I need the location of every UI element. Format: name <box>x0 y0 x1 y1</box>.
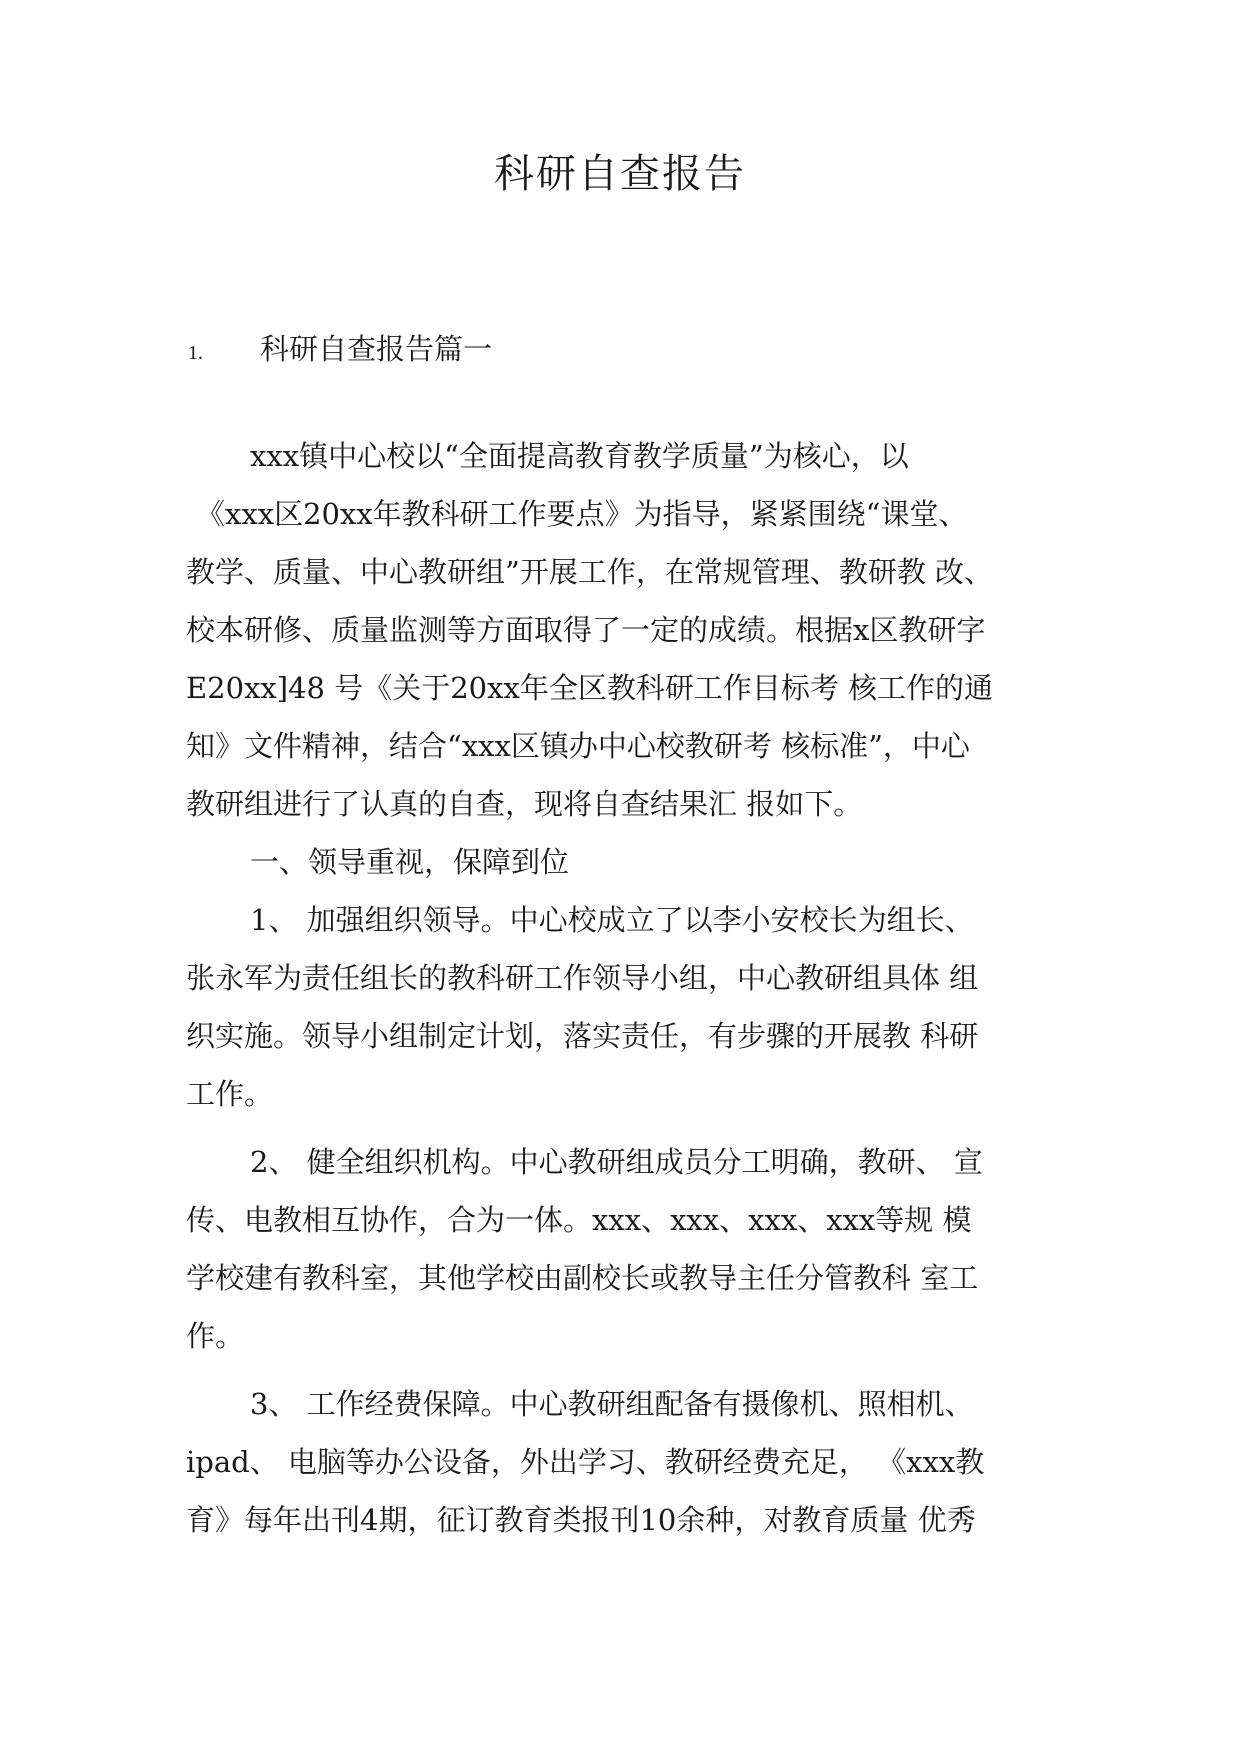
section-number: 1. <box>188 342 203 364</box>
body-line-19: 育》每年出刊4期，征订教育类报刊10余种，对教育质量 优秀 <box>186 1503 976 1537</box>
body-line-9: 1、 加强组织领导。中心校成立了以李小安校长为组长、 <box>250 903 974 937</box>
body-line-4: 校本研修、质量监测等方面取得了一定的成绩。根据x区教研字 <box>186 613 986 647</box>
subheading-leadership: 一、领导重视，保障到位 <box>250 845 570 879</box>
body-line-1: xxx镇中心校以“全面提高教育教学质量”为核心，以 <box>250 439 909 473</box>
section-heading <box>188 327 492 368</box>
body-line-18: ipad、 电脑等办公设备，外出学习、教研经费充足， 《xxx教 <box>186 1445 985 1479</box>
body-line-6: 知》文件精神，结合“xxx区镇办中心校教研考 核标准”，中心 <box>186 729 970 763</box>
body-line-10: 张永军为责任组长的教科研工作领导小组，中心教研组具体 组 <box>186 961 979 995</box>
body-line-2: 《xxx区20xx年教科研工作要点》为指导，紧紧围绕“课堂、 <box>196 497 968 531</box>
body-line-3: 教学、质量、中心教研组”开展工作，在常规管理、教研教 改、 <box>186 555 994 589</box>
body-line-7: 教研组进行了认真的自查，现将自查结果汇 报如下。 <box>186 787 863 821</box>
body-line-11: 织实施。领导小组制定计划，落实责任，有步骤的开展教 科研 <box>186 1019 979 1053</box>
body-line-14: 传、电教相互协作，合为一体。xxx、xxx、xxx、xxx等规 模 <box>186 1203 972 1237</box>
body-line-5: E20xx]48 号《关于20xx年全区教科研工作目标考 核工作的通 <box>186 671 994 705</box>
document-title: 科研自查报告 <box>494 151 746 197</box>
body-line-13: 2、 健全组织机构。中心教研组成员分工明确，教研、 宣 <box>250 1145 983 1179</box>
body-line-17: 3、 工作经费保障。中心教研组配备有摄像机、照相机、 <box>250 1387 974 1421</box>
body-line-12: 工作。 <box>186 1077 274 1111</box>
body-line-16: 作。 <box>186 1319 245 1353</box>
body-line-15: 学校建有教科室，其他学校由副校长或教导主任分管教科 室工 <box>186 1261 979 1295</box>
section-title: 科研自查报告篇一 <box>260 332 493 366</box>
